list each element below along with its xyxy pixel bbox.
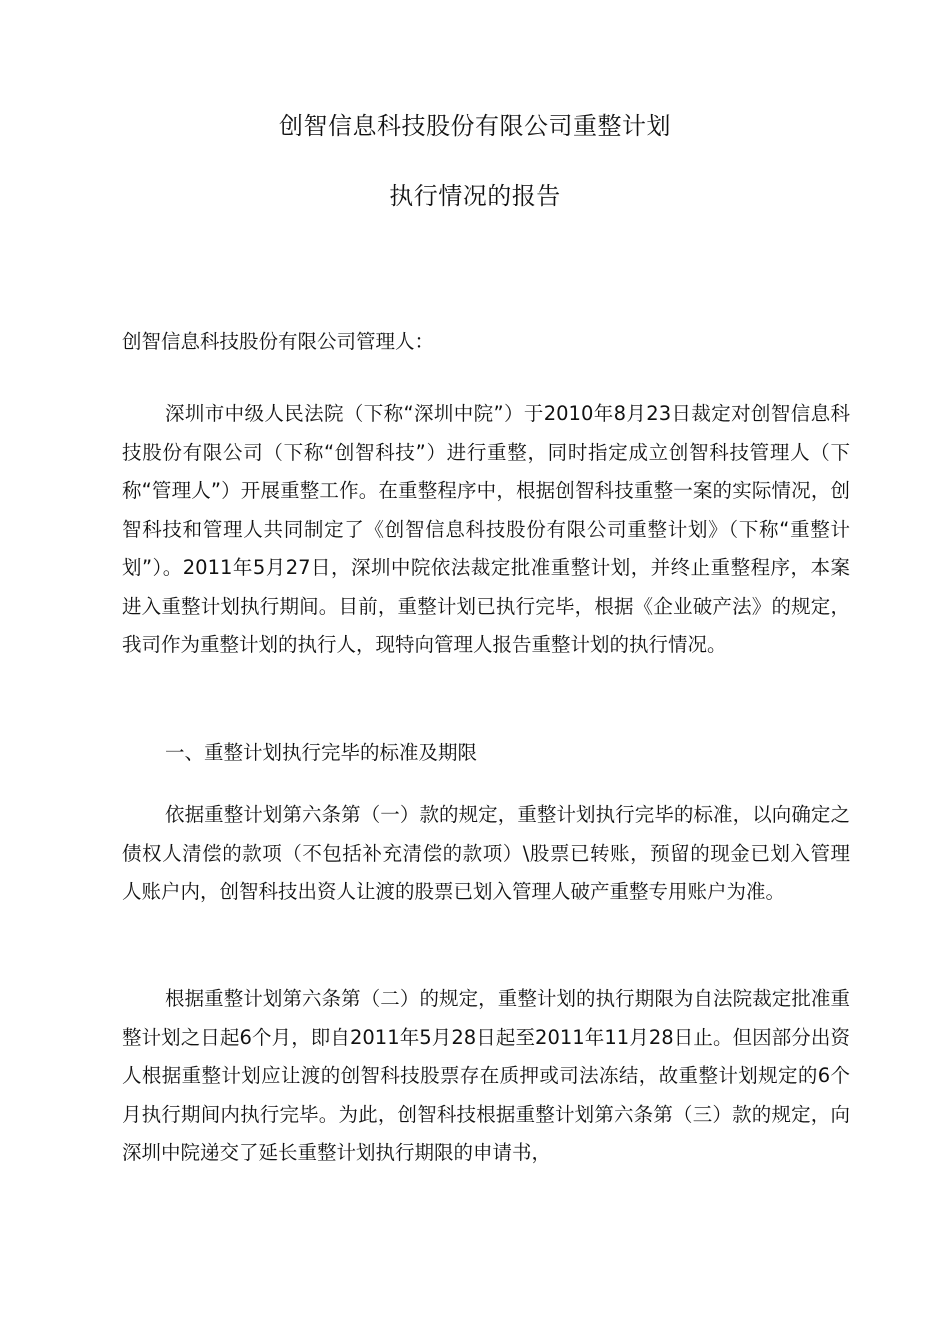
paragraph-introduction: 深圳市中级人民法院（下称“深圳中院”）于2010年8月23日裁定对创智信息科技股份有限公司（下称“创智科技”）进行重整，同时指定成立创智科技管理人（下称“管理人”）开展重整工作。在重整程序中，根据创智科技重整一案的实际情况，创智科技和管理人共同制定了《创智信息科技股份有限公司重整计划》（下称“重整计划”）。2011年5月27日，深圳中院依法裁定批准重整计划，并终止重整程序，本案进入重整计划执行期间。目前，重整计划已执行完毕，根据《企业破产法》的规定，我司作为重整计划的执行人，现特向管理人报告重整计划的执行情况。	[122, 402, 850, 656]
paragraph-completion-standard: 依据重整计划第六条第（一）款的规定，重整计划执行完毕的标准，以向确定之债权人清偿的款项（不包括补充清偿的款项）\股票已转账，预留的现金已划入管理人账户内，创智科技出资人让渡的股票已划入管理人破产重整专用账户为准。	[122, 803, 850, 903]
document-title-line-1: 创智信息科技股份有限公司重整计划	[279, 112, 671, 140]
section-heading-1: 一、重整计划执行完毕的标准及期限	[165, 741, 478, 764]
paragraph-execution-period: 根据重整计划第六条第（二）的规定，重整计划的执行期限为自法院裁定批准重整计划之日起6个月，即自2011年5月28日起至2011年11月28日止。但因部分出资人根据重整计划应让渡的创智科技股票存在质押或司法冻结，故重整计划规定的6个月执行期间内执行完毕。为此，创智科技根据重整计划第六条第（三）款的规定，向深圳中院递交了延长重整计划执行期限的申请书，	[122, 987, 850, 1164]
salutation: 创智信息科技股份有限公司管理人：	[122, 330, 435, 353]
document-title-line-2: 执行情况的报告	[389, 182, 561, 210]
